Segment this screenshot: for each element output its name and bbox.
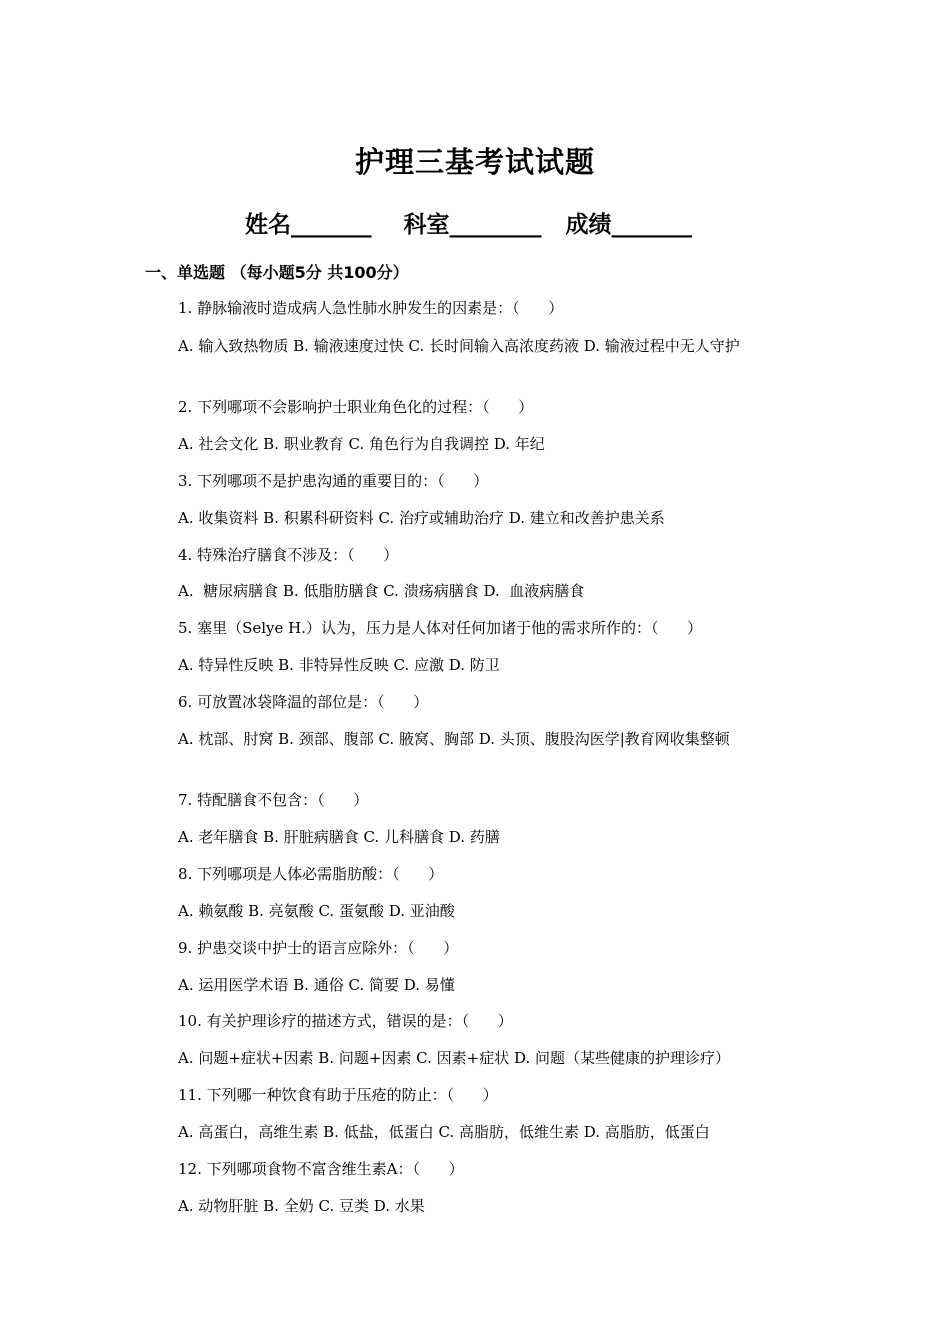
answer-text: A. 赖氨酸 B. 亮氨酸 C. 蛋氨酸 D. 亚油酸 [178, 902, 455, 920]
answer-text: A. 动物肝脏 B. 全奶 C. 豆类 D. 水果 [178, 1197, 425, 1215]
question-3 [145, 469, 810, 493]
question-text: 1. 静脉输液时造成病人急性肺水肿发生的因素是：（ ） [178, 299, 564, 317]
question-text: 10. 有关护理诊疗的描述方式，错误的是：（ ） [178, 1012, 513, 1030]
answer-text: A. 问题+症状+因素 B. 问题+因素 C. 因素+症状 D. 问题（某些健康的护理诊疗） [178, 1049, 731, 1067]
question-text: 2. 下列哪项不会影响护士职业角色化的过程：（ ） [178, 398, 534, 416]
answer-text: A. 老年膳食 B. 肝脏病膳食 C. 儿科膳食 D. 药膳 [178, 828, 500, 846]
question-4 [145, 543, 810, 567]
answer-options-8 [145, 899, 810, 923]
answer-text: A. 收集资料 B. 积累科研资料 C. 治疗或辅助治疗 D. 建立和改善护患关系 [178, 509, 665, 527]
question-text: 4. 特殊治疗膳食不涉及：（ ） [178, 546, 399, 564]
answer-text: A. 运用医学术语 B. 通俗 C. 简要 D. 易懂 [178, 976, 455, 994]
answer-options-10 [145, 1046, 810, 1070]
question-5 [145, 616, 810, 640]
question-1 [145, 296, 810, 320]
question-10 [145, 1009, 810, 1033]
question-8 [145, 862, 810, 886]
answer-text: A. 社会文化 B. 职业教育 C. 角色行为自我调控 D. 年纪 [178, 435, 545, 453]
answer-options-4 [145, 579, 810, 603]
question-text: 7. 特配膳食不包含：（ ） [178, 791, 369, 809]
answer-text: A. 输入致热物质 B. 输液速度过快 C. 长时间输入高浓度药液 D. 输液过程中无人守护 [178, 337, 740, 355]
answer-options-1 [145, 334, 810, 358]
answer-text: A. 高蛋白，高维生素 B. 低盐，低蛋白 C. 高脂肪，低维生素 D. 高脂肪，低蛋白 [178, 1123, 710, 1141]
candidate-info-line: 姓名_______ 科室________ 成绩_______ [245, 212, 693, 238]
question-text: 5. 塞里（Selye H.）认为，压力是人体对任何加诸于他的需求所作的：（ ） [178, 619, 703, 637]
answer-options-7 [145, 825, 810, 849]
answer-options-11 [145, 1120, 810, 1144]
section-heading: 一、单选题 （每小题5分 共100分） [145, 263, 409, 282]
answer-options-6 [145, 727, 810, 751]
answer-options-12 [145, 1194, 810, 1218]
question-text: 12. 下列哪项食物不富含维生素A：（ ） [178, 1160, 464, 1178]
answer-text: A. 枕部、肘窝 B. 颈部、腹部 C. 腋窝、胸部 D. 头顶、腹股沟医学|教育网收集整顿 [178, 730, 730, 748]
answer-options-2 [145, 432, 810, 456]
question-11 [145, 1083, 810, 1107]
question-text: 8. 下列哪项是人体必需脂肪酸：（ ） [178, 865, 444, 883]
question-12 [145, 1157, 810, 1181]
page-title: 护理三基考试试题 [354, 145, 595, 179]
answer-text: A. 特异性反映 B. 非特异性反映 C. 应激 D. 防卫 [178, 656, 500, 674]
answer-options-3 [145, 506, 810, 530]
question-text: 9. 护患交谈中护士的语言应除外：（ ） [178, 939, 459, 957]
question-text: 3. 下列哪项不是护患沟通的重要目的：（ ） [178, 472, 489, 490]
question-9 [145, 936, 810, 960]
answer-text: A. 糖尿病膳食 B. 低脂肪膳食 C. 溃疡病膳食 D. 血液病膳食 [178, 582, 585, 600]
question-2 [145, 395, 810, 419]
question-6 [145, 690, 810, 714]
answer-options-5 [145, 653, 810, 677]
question-text: 6. 可放置冰袋降温的部位是：（ ） [178, 693, 429, 711]
question-text: 11. 下列哪一种饮食有助于压疮的防止：（ ） [178, 1086, 498, 1104]
question-7 [145, 788, 810, 812]
answer-options-9 [145, 973, 810, 997]
